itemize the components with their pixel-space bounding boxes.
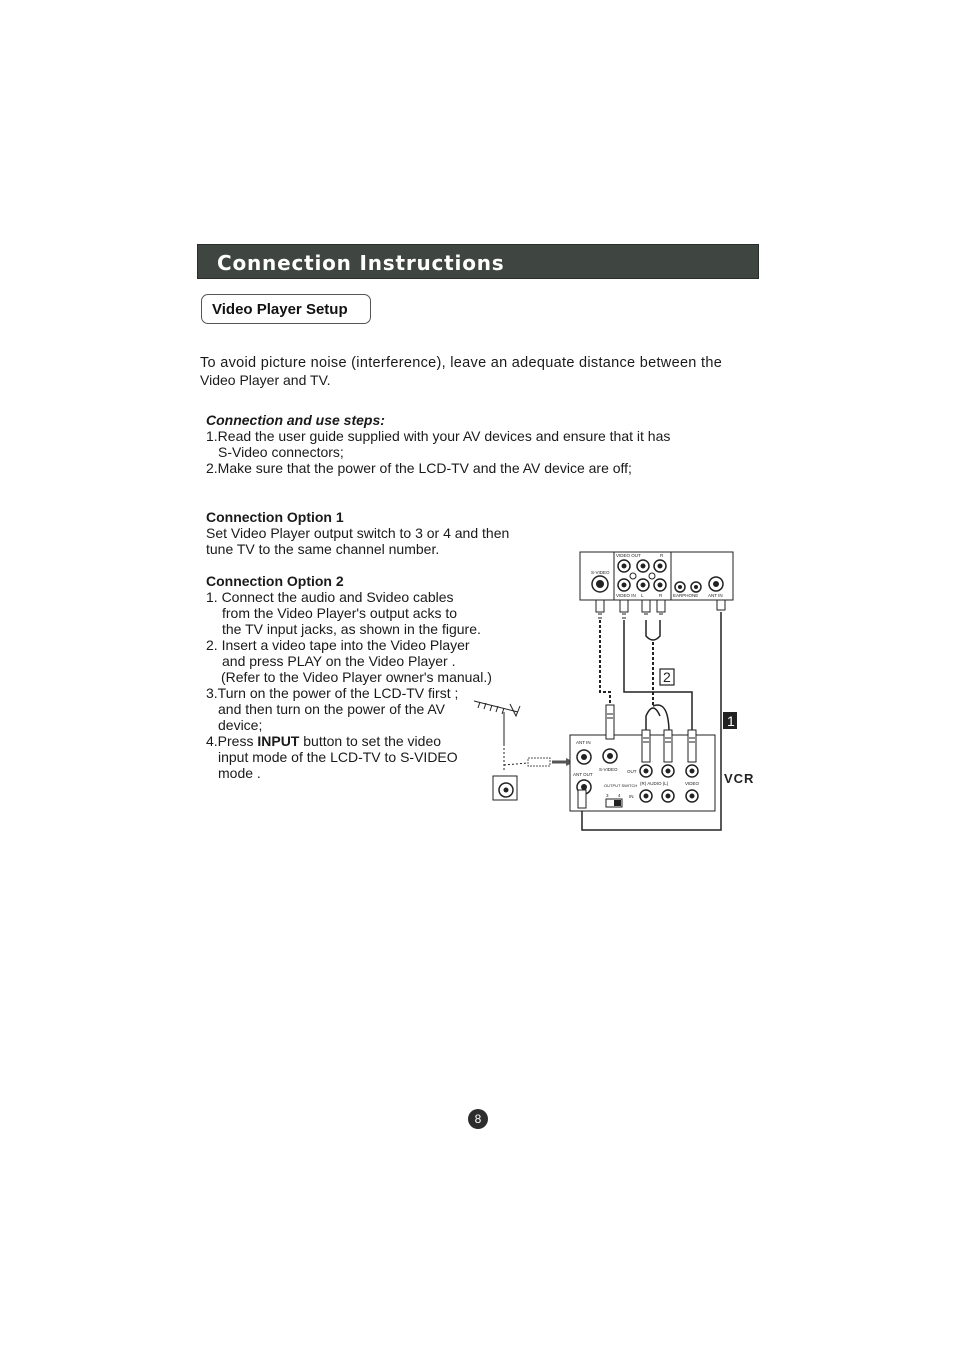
vcr-output-switch-label: OUTPUT SWITCH bbox=[604, 783, 638, 788]
step4-prefix: 4.Press bbox=[206, 733, 258, 749]
vcr-out-label: OUT bbox=[627, 769, 637, 774]
audio-cable-bottom bbox=[646, 708, 660, 730]
section-label-box bbox=[201, 294, 371, 324]
step4-suffix: button to set the video bbox=[299, 733, 442, 749]
page-number: 8 bbox=[468, 1109, 488, 1129]
tv-ant-in-label: ANT IN bbox=[708, 593, 723, 598]
option2-line-7: 3.Turn on the power of the LCD-TV first ; bbox=[206, 685, 459, 701]
option2-line-2: from the Video Player's output acks to bbox=[222, 605, 458, 621]
steps-heading: Connection and use steps: bbox=[206, 412, 385, 428]
option2-line-3: the TV input jacks, as shown in the figure. bbox=[222, 621, 481, 637]
tv-video-out-label: VIDEO OUT bbox=[616, 553, 641, 558]
wall-outlet-icon bbox=[493, 776, 517, 800]
option2-line-9: device; bbox=[218, 717, 263, 733]
tv-rear-panel bbox=[580, 552, 733, 600]
option2-step4-line-2: input mode of the LCD-TV to S-VIDEO bbox=[218, 749, 458, 765]
option1-line-1: Set Video Player output switch to 3 or 4 and then bbox=[206, 525, 510, 541]
option2-line-1: 1. Connect the audio and Svideo cables bbox=[206, 589, 454, 605]
option2-heading: Connection Option 2 bbox=[206, 573, 344, 589]
option2-line-8: and then turn on the power of the AV bbox=[218, 701, 446, 717]
page-title: Connection Instructions bbox=[217, 251, 505, 275]
callout-1-text: 1 bbox=[727, 713, 735, 729]
vcr-ant-out-label: ANT OUT bbox=[573, 772, 593, 777]
vcr-audio-label: (R) AUDIO (L) bbox=[640, 781, 669, 786]
intro-line-2: Video Player and TV. bbox=[200, 372, 331, 388]
tv-l-label: L bbox=[641, 593, 644, 598]
step-line-3: 2.Make sure that the power of the LCD-TV and the AV device are off; bbox=[206, 460, 632, 476]
intro-line-1: To avoid picture noise (interference), leave an adequate distance between the bbox=[200, 355, 723, 371]
tv-r-label: R bbox=[660, 553, 664, 558]
tv-video-in-label: VIDEO IN bbox=[616, 593, 636, 598]
option1-line-2: tune TV to the same channel number. bbox=[206, 541, 440, 557]
title-bar bbox=[197, 244, 759, 279]
step-line-2: S-Video connectors; bbox=[218, 444, 344, 460]
vcr-ch3-label: 3 bbox=[606, 793, 609, 798]
tv-r-in-label: R bbox=[659, 593, 663, 598]
vcr-ant-in-label: ANT IN bbox=[576, 740, 591, 745]
callout-2-text: 2 bbox=[663, 669, 671, 685]
vcr-label: VCR bbox=[724, 771, 755, 786]
svideo-cable bbox=[600, 620, 610, 705]
option1-heading: Connection Option 1 bbox=[206, 509, 344, 525]
section-label: Video Player Setup bbox=[212, 301, 348, 318]
antenna-icon bbox=[474, 701, 520, 772]
option2-step4-line-3: mode . bbox=[218, 765, 261, 781]
vcr-video-label: VIDEO bbox=[685, 781, 700, 786]
callout-2 bbox=[660, 669, 674, 685]
step4-input-keyword: INPUT bbox=[257, 733, 300, 749]
tv-earphone-label: EARPHONE bbox=[673, 593, 699, 598]
option2-line-6: (Refer to the Video Player owner's manual.) bbox=[221, 669, 492, 685]
callout-1 bbox=[723, 712, 737, 729]
step-line-1: 1.Read the user guide supplied with your AV devices and ensure that it has bbox=[206, 428, 671, 444]
tv-svideo-label: S-VIDEO bbox=[591, 570, 610, 575]
vcr-ch4-label: 4 bbox=[618, 793, 621, 798]
option2-line-4: 2. Insert a video tape into the Video Player bbox=[206, 637, 470, 653]
option2-line-5: and press PLAY on the Video Player . bbox=[222, 653, 456, 669]
option2-step4 bbox=[206, 733, 441, 749]
audio-cable-top bbox=[646, 620, 660, 640]
vcr-in-label: IN bbox=[629, 794, 634, 799]
connection-diagram bbox=[470, 548, 770, 838]
vcr-svideo-label: S-VIDEO bbox=[599, 767, 618, 772]
